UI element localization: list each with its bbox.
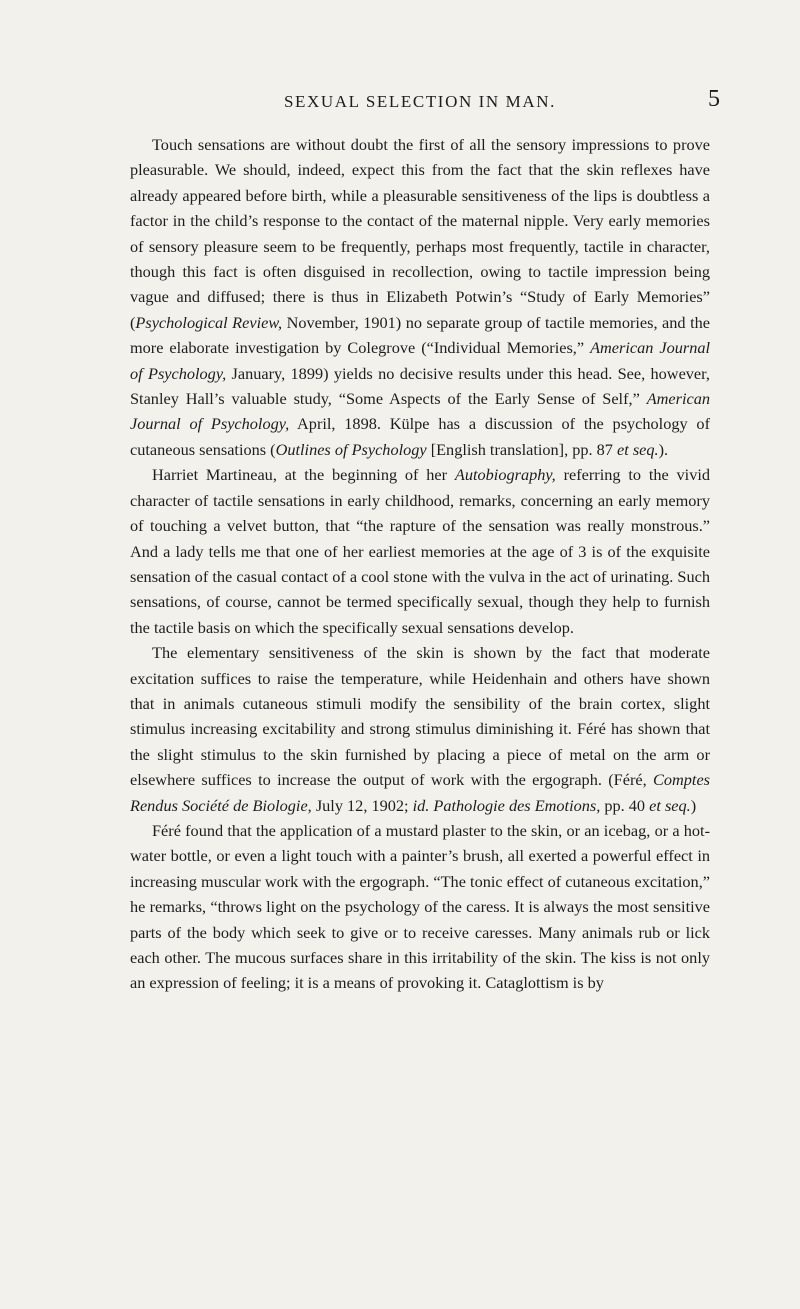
italic-title: American Journal of Psychology, [130,389,710,434]
italic-title: Outlines of Psychology [275,439,427,459]
paragraph-fere-caress [130,818,710,996]
text-run: pp. 40 [600,795,650,815]
text-run: July 12, 1902; [311,795,413,815]
text-run: Touch sensations are without doubt the first of all the sensory impressions to prove pleasurable. We should, indeed, expect this from the fact that the skin reflexes have already appeared before birth, while a pleasurable sensitiveness of the lips is doubtless a factor in the child’s response to the contact of the maternal nipple. Very early memories of sensory pleasure seem to be frequently, perhaps most frequently, tactile in character, though this fact is often disguised in recollection, owing to tactile impression being vague and diffused; there is thus in Elizabeth Potwin’s “Study of Early Memories” ( [130,135,710,332]
italic-title: Autobiography, [454,465,556,485]
text-run: November, 1901) no separate group of tactile memories, and the more elaborate investigation by Colegrove (“Individual Memories,” [130,312,710,358]
running-title: SEXUAL SELECTION IN MAN. [284,92,556,111]
text-run: The elementary sensitiveness of the skin is shown by the fact that moderate excitation suffices to raise the temperature, while Heidenhain and others have shown that in animals cutaneous stimuli modify the sensibility of the brain cortex, slight stimulus increasing excitability and strong stimulus diminishing it. Féré has shown that the slight stimulus to the skin furnished by placing a piece of metal on the arm or elsewhere suffices to increase the output of work with the ergograph. (Féré, [130,643,710,790]
page-number: 5 [708,86,720,112]
paragraph-touch-sensations [130,132,710,462]
text-run: ) [690,795,697,815]
text-run: ). [658,439,669,459]
italic-title: Comptes Rendus Société de Biologie, [130,770,710,815]
text-run: referring to the vivid character of tactile sensations in early childhood, remarks, concerning an early memory of touching a velvet button, that “the rapture of the sensation was really monstrous.” And a lady tells me that one of her earliest memories at the age of 3 is of the exquisite sensation of the casual contact of a cool stone with the vulva in the act of urinating. Such sensations, of course, cannot be termed specifically sexual, though they help to furnish the tactile basis on which the specifically sexual sensations develop. [130,465,710,637]
paragraph-harriet-martineau [130,462,710,640]
italic-title: id. Pathologie des Emotions, [412,795,601,815]
text-run: Harriet Martineau, at the beginning of her [152,465,455,485]
italic-title: American Journal of Psychology, [130,338,711,383]
italic-title: Psychological Review, [135,312,283,332]
italic-abbrev: et seq. [617,439,659,459]
body-text [130,132,710,996]
running-head [130,86,720,122]
text-run: January, 1899) yields no decisive results under this head. See, however, Stanley Hall’s valuable study, “Some Aspects of the Early Sense of Self,” [130,363,711,409]
text-run: [English translation], pp. 87 [426,439,617,459]
text-run: Féré found that the application of a mustard plaster to the skin, or an icebag, or a hot-water bottle, or even a light touch with a painter’s brush, all exerted a powerful effect in increasing muscular work with the ergograph. “The tonic effect of cutaneous excitation,” he remarks, “throws light on the psychology of the caress. It is always the most sensitive parts of the body which seek to give or to receive caresses. Many animals rub or lick each other. The mucous surfaces share in this irritability of the skin. The kiss is not only an expression of feeling; it is a means of provoking it. Cataglottism is by [130,820,710,993]
paragraph-skin-sensitiveness [130,640,710,818]
italic-abbrev: et seq. [649,795,691,815]
text-run: April, 1898. Külpe has a discussion of the psychology of cutaneous sensations ( [130,414,710,459]
